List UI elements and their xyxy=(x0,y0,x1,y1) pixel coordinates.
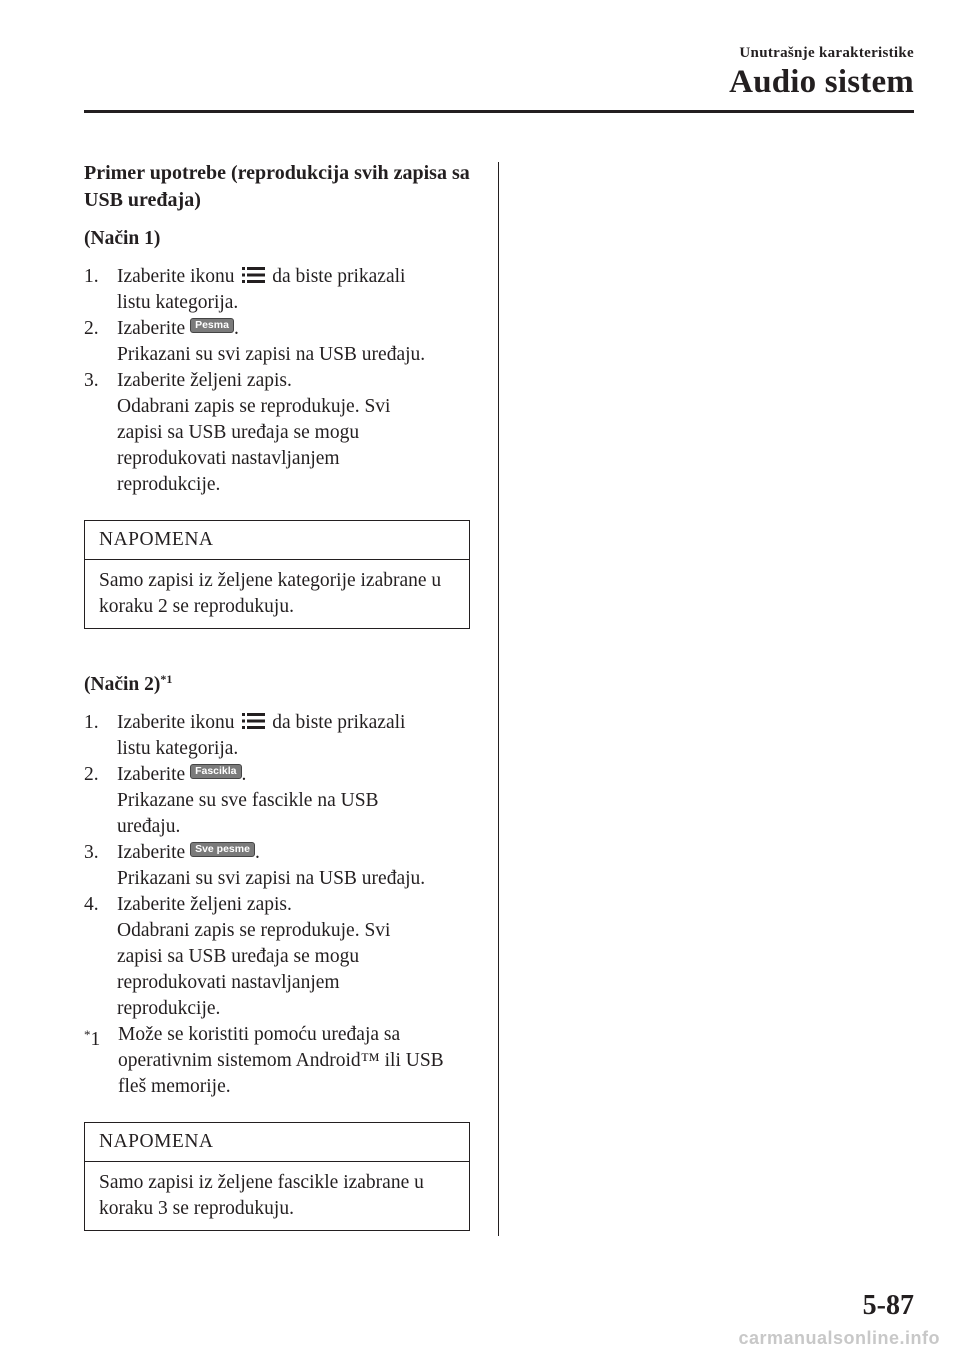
method-2-step-4 xyxy=(84,892,470,1022)
step-number: 3. xyxy=(84,842,99,863)
step-text: Izaberite ikonu xyxy=(117,266,235,287)
step-text: Izaberite željeni zapis. xyxy=(117,894,292,915)
step-number: 3. xyxy=(84,370,99,391)
method-2-steps xyxy=(84,710,470,1100)
header-rule xyxy=(84,110,914,113)
pesma-button: Pesma xyxy=(190,318,234,333)
step-continuation: listu kategorija. xyxy=(117,292,239,313)
step-number: 4. xyxy=(84,894,99,915)
method-2-step-2 xyxy=(84,762,470,840)
method-2-step-3 xyxy=(84,840,470,892)
method-2-step-1 xyxy=(84,710,470,762)
left-column xyxy=(84,160,470,629)
step-text: Izaberite xyxy=(117,764,186,785)
sve-pesme-button: Sve pesme xyxy=(190,842,255,857)
step-continuation: Prikazane su sve fascikle na USB uređaju. xyxy=(117,790,379,837)
step-text: Izaberite ikonu xyxy=(117,712,235,733)
method-2-label: (Način 2) xyxy=(84,674,161,695)
step-number: 2. xyxy=(84,764,99,785)
footnote-marker: *1 xyxy=(160,672,173,686)
note-body: Samo zapisi iz željene kategorije izabrane u koraku 2 se reprodukuju. xyxy=(99,570,442,617)
footnote-number: 1 xyxy=(90,1029,101,1050)
step-text: . xyxy=(254,842,260,863)
step-text: Izaberite xyxy=(117,318,186,339)
footnote-text: Može se koristiti pomoću uređaja sa operativnim sistemom Android™ ili USB fleš memorije. xyxy=(118,1024,444,1097)
footnote-mark xyxy=(84,1022,100,1053)
fascikla-button: Fascikla xyxy=(190,764,241,779)
step-text: da biste prikazali xyxy=(272,712,406,733)
page-number: 5-87 xyxy=(862,1290,914,1321)
step-continuation: Odabrani zapis se reprodukuje. Svi zapisi sa USB uređaja se mogu reprodukovati nastavljanjem reprodukcije. xyxy=(117,396,391,495)
step-number: 2. xyxy=(84,318,99,339)
note-box-1 xyxy=(84,520,470,629)
step-text: Izaberite željeni zapis. xyxy=(117,370,292,391)
footnote xyxy=(84,1022,470,1100)
step-text: . xyxy=(241,764,247,785)
watermark: carmanualsonline.info xyxy=(738,1328,940,1348)
method-1-step-2 xyxy=(84,316,470,368)
section-title: Unutrašnje karakteristike xyxy=(739,45,914,61)
chapter-title: Audio sistem xyxy=(729,64,914,100)
list-icon xyxy=(239,266,267,284)
note-title: NAPOMENA xyxy=(85,1123,469,1162)
footnote-star: * xyxy=(84,1027,91,1042)
note-body: Samo zapisi iz željene fascikle izabrane u koraku 3 se reprodukuju. xyxy=(99,1172,424,1219)
step-continuation: Prikazani su svi zapisi na USB uređaju. xyxy=(117,344,426,365)
step-number: 1. xyxy=(84,712,99,733)
page-header xyxy=(729,44,914,102)
step-text: Izaberite xyxy=(117,842,186,863)
left-column-lower xyxy=(84,666,470,1231)
method-1-title: (Način 1) xyxy=(84,228,161,249)
step-continuation: Odabrani zapis se reprodukuje. Svi zapisi sa USB uređaja se mogu reprodukovati nastavljanjem reprodukcije. xyxy=(117,920,391,1019)
column-divider xyxy=(498,162,499,1236)
list-icon xyxy=(239,712,267,730)
usage-heading: Primer upotrebe (reprodukcija svih zapisa sa USB uređaja) xyxy=(84,162,470,211)
step-number: 1. xyxy=(84,266,99,287)
step-text: . xyxy=(233,318,239,339)
method-1-step-3 xyxy=(84,368,470,498)
step-continuation: Prikazani su svi zapisi na USB uređaju. xyxy=(117,868,426,889)
method-1-step-1 xyxy=(84,264,470,316)
step-text: da biste prikazali xyxy=(272,266,406,287)
method-2-title xyxy=(84,666,470,698)
note-box-2 xyxy=(84,1122,470,1231)
step-continuation: listu kategorija. xyxy=(117,738,239,759)
method-1-steps xyxy=(84,264,470,498)
note-title: NAPOMENA xyxy=(85,521,469,560)
